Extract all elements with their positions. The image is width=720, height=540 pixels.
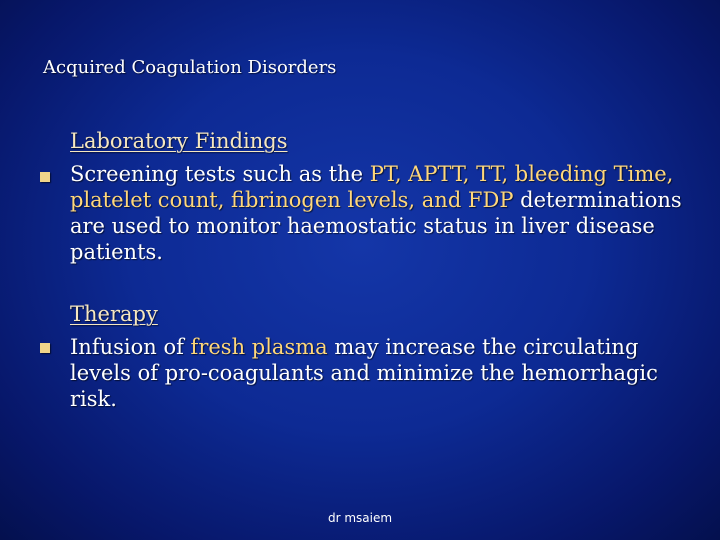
body-text-segment: may increase the circulating levels of pro-coagulants and minimize the hemorrhagic risk. [70,335,658,411]
section-heading: Therapy [70,302,158,326]
highlighted-terms: PT, APTT, TT, bleeding Time, platelet count, fibrinogen levels, and FDP [70,162,674,212]
body-text-segment: Infusion of [70,335,191,359]
slide-footer: dr msaiem [327,511,393,525]
bullet-icon [40,172,50,182]
section-body [70,161,700,265]
section-heading: Laboratory Findings [70,129,288,153]
section-body [70,334,700,412]
body-text-segment: determinations are used to monitor haemostatic status in liver disease patients. [70,188,682,264]
bullet-icon [40,343,50,353]
highlighted-terms: fresh plasma [190,335,328,359]
body-text-segment: Screening tests such as the [70,162,370,186]
slide-title: Acquired Coagulation Disorders [43,57,337,78]
